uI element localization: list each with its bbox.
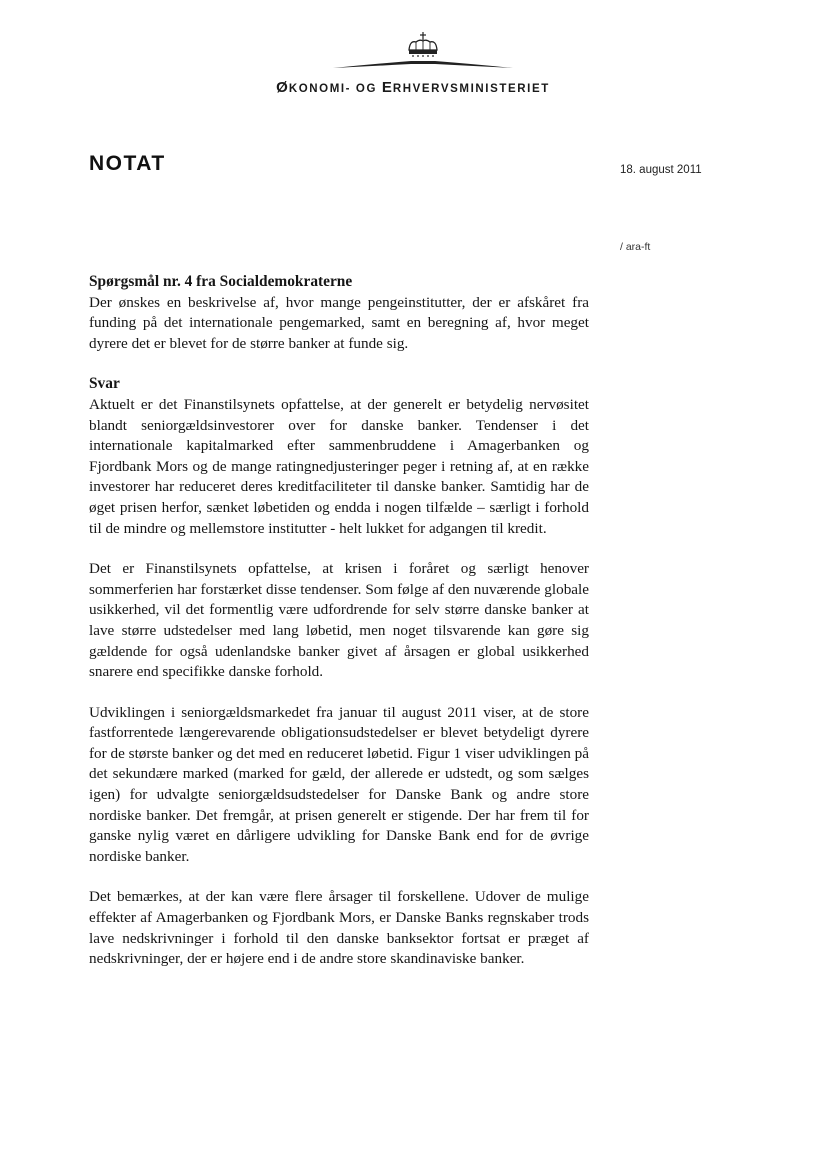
question-heading: Spørgsmål nr. 4 fra Socialdemokraterne bbox=[89, 273, 353, 290]
answer-paragraph: Aktuelt er det Finanstilsynets opfattelse, at der generelt er betydelig nervøsitet blandt seniorgældsinvestorer over for danske banker. Tendenser i det internationale kapitalmarked efter sammenbruddene i Amagerbanken og Fjordbank Mors og de mange ratingnedjusteringer peger i retning af, at en række investorer har reduceret deres kreditfaciliteter til danske banker. Samtidig har de øget prisen herfor, sænket løbetiden og endda i nogen tilfælde – særligt i forhold til de mindre og mellemstore institutter - helt lukket for adgangen til kredit. bbox=[89, 395, 589, 537]
answer-paragraph: Det bemærkes, at der kan være flere årsager til forskellene. Udover de mulige effekter af Amagerbanken og Fjordbank Mors, er Danske Banks regnskaber trods lave nedskrivninger i forhold til den danske banksektor fortsat er præget af nedskrivninger, der er højere end i de andre store skandinaviske banker. bbox=[89, 888, 589, 968]
ministry-name: ØKONOMI- OG ERHVERVSMINISTERIET bbox=[276, 79, 550, 96]
answer-paragraph: Udviklingen i seniorgældsmarkedet fra januar til august 2011 viser, at de store fastforrentede længerevarende obligationsudstedelser er blevet betydeligt dyrere for de største banker og det med en reduceret løbetid. Figur 1 viser udviklingen på det sekundære marked (marked for gæld, der allerede er udstedt, og som sælges igen) for udvalgte seniorgældsudstedelser for Danske Bank og andre store nordiske banker. Det fremgår, at prisen generelt er stigende. Der har frem til for ganske nylig været en dårligere udvikling for Danske Bank end for de øvrige nordiske banker. bbox=[89, 703, 589, 865]
answer-heading: Svar bbox=[89, 375, 120, 393]
document-type: NOTAT bbox=[89, 152, 166, 175]
answer-paragraph: Det er Finanstilsynets opfattelse, at krisen i foråret og særligt henover sommerferien har forstærket disse tendenser. Som følge af den nuværende globale usikkerhed, vil det formentlig være udfordrende for selv større danske banker at lave større udstedelser med lang løbetid, men noget tilsvarende kan gøre sig gældende for også udenlandske banker givet af årsagen er global usikkerhed snarere end specifikke danske forhold. bbox=[89, 560, 589, 681]
document-date: 18. august 2011 bbox=[620, 164, 702, 176]
question-text: Der ønskes en beskrivelse af, hvor mange pengeinstitutter, der er afskåret fra funding på det internationale pengemarked, samt en beregning af, hvor meget dyrere det er blevet for de større banker at funde sig. bbox=[89, 293, 589, 352]
crown-icon bbox=[0, 28, 826, 76]
document-body bbox=[89, 272, 589, 970]
document-reference: / ara-ft bbox=[620, 241, 651, 253]
